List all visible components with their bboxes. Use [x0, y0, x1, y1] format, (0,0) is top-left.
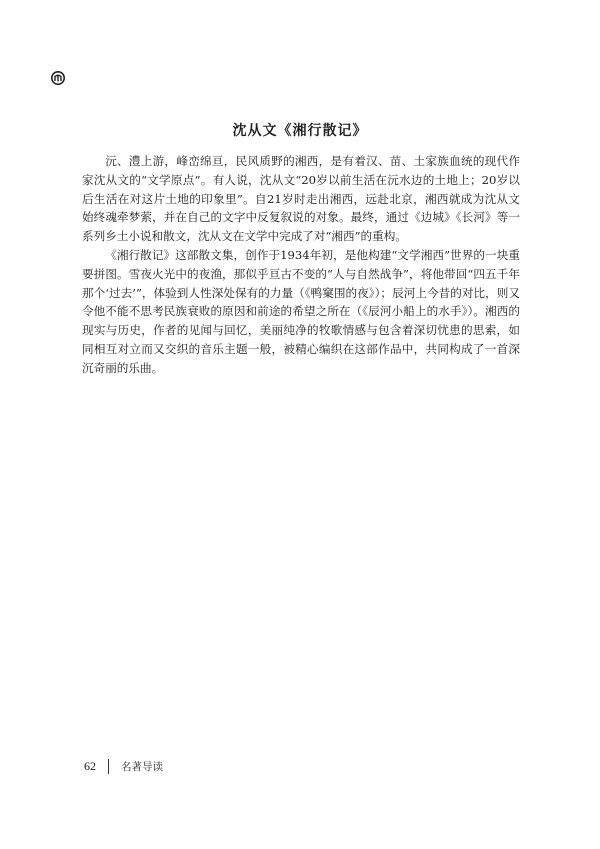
- page-footer: [84, 758, 163, 774]
- page-number: 62: [84, 758, 96, 773]
- paragraph-2: 《湘行散记》这部散文集，创作于1934年初，是他构建“文学湘西”世界的一块重要拼图。雪夜火光中的夜渔，那似乎亘古不变的“人与自然战争”，将他带回“四五千年那个‘过去’”，体验到人性深处保有的力量（《鸭窠围的夜》）；辰河上今昔的对比，则又令他不能不思考民族衰败的原因和前途的希望之所在（《辰河小船上的水手》）。湘西的现实与历史，作者的见闻与回忆，美丽纯净的牧歌情感与包含着深切忧患的思索，如同相互对立而又交织的音乐主题一般，被精心编织在这部作品中，共同构成了一首深沉奇丽的乐曲。: [82, 247, 520, 375]
- book-name: 名著导读: [121, 760, 163, 773]
- footer-divider: [108, 759, 109, 774]
- article-body: [82, 152, 520, 378]
- paragraph-1: 沅、澧上游，峰峦绵亘，民风质野的湘西，是有着汉、苗、土家族血统的现代作家沈从文的“文学原点”。有人说，沈从文“20岁以前生活在沅水边的土地上；20岁以后生活在对这片土地的印象里”。自21岁时走出湘西，远赴北京，湘西就成为沈从文始终魂牵梦萦，并在自己的文字中反复叙说的对象。最终，通过《边城》《长河》等一系列乡土小说和散文，沈从文在文学中完成了对“湘西”的重构。: [82, 154, 520, 244]
- publisher-logo-icon: [50, 70, 66, 86]
- article-title: 沈从文《湘行散记》: [232, 123, 368, 139]
